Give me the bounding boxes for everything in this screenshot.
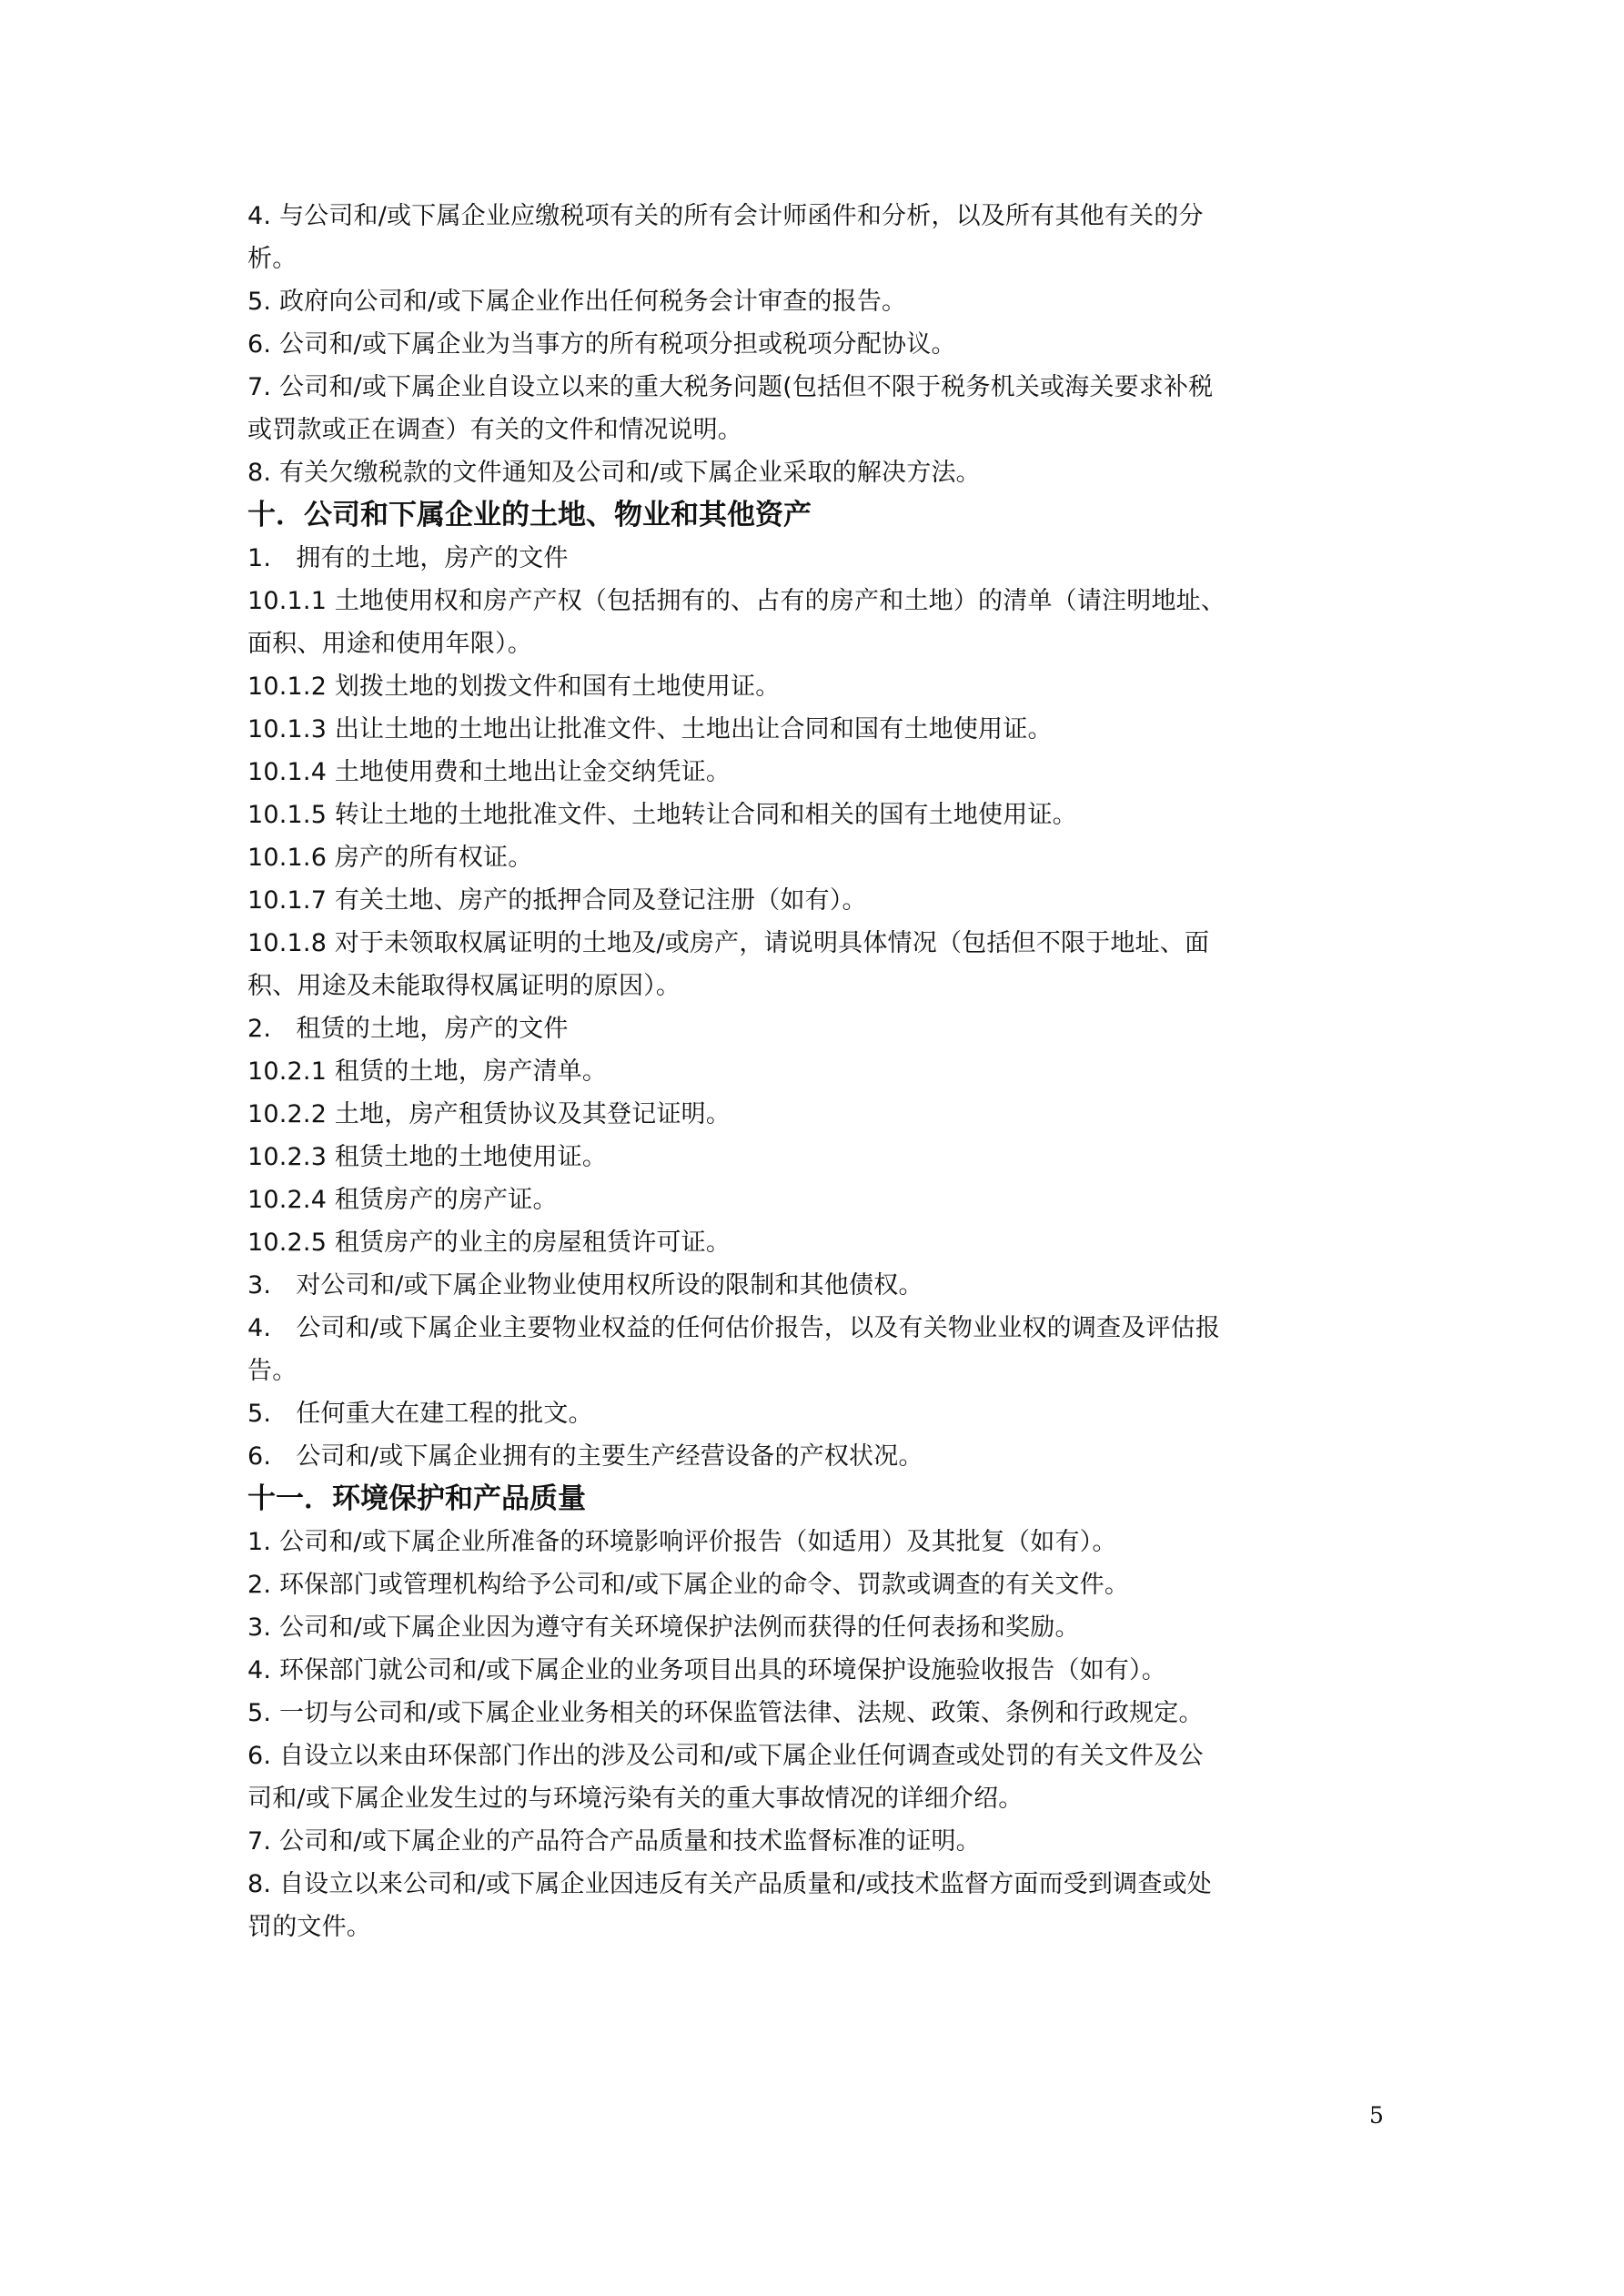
text-line: 5. 政府向公司和/或下属企业作出任何税务会计审查的报告。 [247, 288, 907, 316]
text-line: 或罚款或正在调查）有关的文件和情况说明。 [247, 416, 742, 444]
text-line: 3. 公司和/或下属企业因为遵守有关环境保护法例而获得的任何表扬和奖励。 [247, 1613, 1080, 1642]
document-body [247, 195, 1394, 1948]
text-line: 面积、用途和使用年限）。 [247, 630, 532, 658]
text-line: 4. 环保部门就公司和/或下属企业的业务项目出具的环境保护设施验收报告（如有）。 [247, 1656, 1166, 1684]
text-line: 10.1.6 房产的所有权证。 [247, 844, 533, 872]
text-line: 1. 拥有的土地，房产的文件 [247, 544, 569, 572]
section-heading: 十．公司和下属企业的土地、物业和其他资产 [247, 499, 812, 531]
text-line: 10.2.1 租赁的土地，房产清单。 [247, 1057, 608, 1086]
text-line: 10.1.8 对于未领取权属证明的土地及/或房产，请说明具体情况（包括但不限于地址、面 [247, 929, 1210, 957]
text-line: 析。 [247, 245, 298, 273]
text-line: 8. 自设立以来公司和/或下属企业因违反有关产品质量和/或技术监督方面而受到调查或处 [247, 1870, 1212, 1898]
text-line: 5. 一切与公司和/或下属企业业务相关的环保监管法律、法规、政策、条例和行政规定。 [247, 1699, 1204, 1727]
text-line: 司和/或下属企业发生过的与环境污染有关的重大事故情况的详细介绍。 [247, 1785, 1024, 1813]
text-line: 10.1.7 有关土地、房产的抵押合同及登记注册（如有）。 [247, 886, 867, 915]
text-line: 4. 公司和/或下属企业主要物业权益的任何估价报告，以及有关物业业权的调查及评估报 [247, 1314, 1221, 1342]
text-line: 10.2.3 租赁土地的土地使用证。 [247, 1143, 608, 1171]
text-line: 10.1.2 划拨土地的划拨文件和国有土地使用证。 [247, 673, 781, 701]
text-line: 10.2.5 租赁房产的业主的房屋租赁许可证。 [247, 1229, 731, 1257]
text-line: 罚的文件。 [247, 1913, 371, 1941]
text-line: 2. 租赁的土地，房产的文件 [247, 1015, 569, 1043]
section-heading: 十一．环境保护和产品质量 [247, 1482, 586, 1515]
text-line: 6. 公司和/或下属企业为当事方的所有税项分担或税项分配协议。 [247, 330, 956, 359]
text-line: 积、用途及未能取得权属证明的原因）。 [247, 972, 681, 1000]
text-line: 3. 对公司和/或下属企业物业使用权所设的限制和其他债权。 [247, 1271, 923, 1300]
text-line: 8. 有关欠缴税款的文件通知及公司和/或下属企业采取的解决方法。 [247, 459, 981, 487]
text-line: 2. 环保部门或管理机构给予公司和/或下属企业的命令、罚款或调查的有关文件。 [247, 1571, 1130, 1599]
text-line: 10.1.4 土地使用费和土地出让金交纳凭证。 [247, 758, 731, 786]
text-line: 10.1.5 转让土地的土地批准文件、土地转让合同和相关的国有土地使用证。 [247, 801, 1077, 829]
text-line: 10.1.1 土地使用权和房产产权（包括拥有的、占有的房产和土地）的清单（请注明地址、 [247, 587, 1226, 615]
text-line: 7. 公司和/或下属企业自设立以来的重大税务问题(包括但不限于税务机关或海关要求补税 [247, 373, 1214, 401]
text-line: 10.1.3 出让土地的土地出让批准文件、土地出让合同和国有土地使用证。 [247, 715, 1053, 743]
text-line: 4. 与公司和/或下属企业应缴税项有关的所有会计师函件和分析，以及所有其他有关的分 [247, 202, 1204, 230]
text-line: 告。 [247, 1357, 298, 1385]
text-line: 10.2.2 土地，房产租赁协议及其登记证明。 [247, 1100, 731, 1128]
text-line: 6. 公司和/或下属企业拥有的主要生产经营设备的产权状况。 [247, 1442, 923, 1471]
text-line: 6. 自设立以来由环保部门作出的涉及公司和/或下属企业任何调查或处罚的有关文件及公 [247, 1742, 1204, 1770]
text-line: 10.2.4 租赁房产的房产证。 [247, 1186, 558, 1214]
text-line: 5. 任何重大在建工程的批文。 [247, 1400, 593, 1428]
text-line: 7. 公司和/或下属企业的产品符合产品质量和技术监督标准的证明。 [247, 1827, 981, 1856]
text-line: 1. 公司和/或下属企业所准备的环境影响评价报告（如适用）及其批复（如有）。 [247, 1528, 1117, 1556]
page-number: 5 [1369, 2102, 1384, 2129]
